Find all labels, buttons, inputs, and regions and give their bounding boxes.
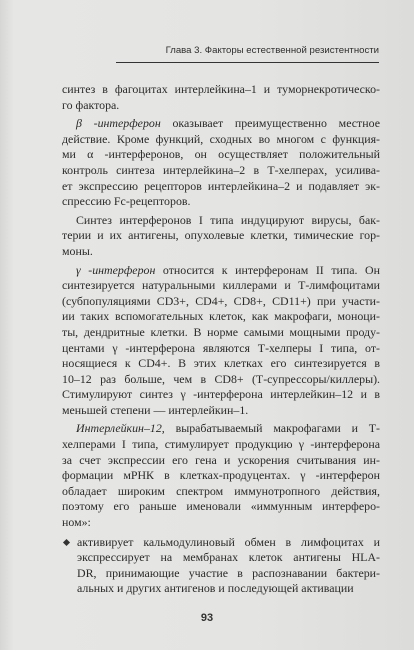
text-line: го фактора.: [62, 97, 120, 112]
text-line: экспрессирует на мембранах клеток антигены HLA-: [77, 550, 380, 565]
text-line: хелперами I типа, стимулирует продукцию γ -интерферона: [62, 437, 380, 452]
term-interleukin-12: Интерлейкин–12,: [76, 421, 165, 436]
text-line: спрессию Fc-рецепторов.: [62, 194, 191, 209]
text-line: активирует кальмодулиновый обмен в лимфоцитах и: [77, 534, 380, 549]
text-line: (субпопуляциями CD3+, CD4+, CD8+, CD11+) при участи-: [62, 293, 380, 308]
bullet-list-item: [62, 535, 380, 597]
text-line: меньшей степени — интерлейкин–1.: [62, 402, 249, 417]
text-line: терии и их антигены, опухолевые клетки, тимические гор-: [62, 228, 380, 243]
text-fragment: оказывает преимущественно местное: [160, 116, 380, 131]
text-line: альных и других антигенов и последующей активации: [77, 581, 354, 596]
text-line: синтезируется натуральными киллерами и Т-лимфоцитами: [62, 278, 380, 293]
header-rule: [116, 62, 379, 63]
page-number: 93: [200, 612, 214, 624]
text-line: ми α -интерферонов, он осуществляет положительный: [62, 147, 380, 162]
text-line: Синтез интерферонов I типа индуцируют вирусы, бак-: [76, 212, 380, 227]
text-line: 10–12 раз больше, чем в CD8+ (Т-супрессоры/киллеры).: [62, 371, 380, 386]
term-beta-interferon: β -интерферон: [76, 116, 161, 131]
paragraph-type-i-synthesis: [62, 213, 380, 260]
paragraph-gamma-interferon: [62, 263, 380, 419]
text-fragment: вырабатываемый макрофагами и Т-: [164, 421, 380, 436]
text-line: ном»:: [62, 515, 91, 530]
text-line: формации мРНК в клетках-продуцентах. γ -интерферон: [62, 468, 380, 483]
text-line: DR, принимающие участие в распознавании бактери-: [77, 565, 380, 580]
text-fragment: относится к интерферонам II типа. Он: [155, 262, 380, 277]
text-line: ты, дендритные клетки. В норме самыми мощными проду-: [62, 324, 380, 339]
text-line: ии таких вспомогательных клеток, как макрофаги, моноци-: [62, 309, 380, 324]
running-head: Глава 3. Факторы естественной резистентности: [165, 45, 379, 56]
paragraph-interleukin-12: [62, 421, 380, 530]
text-line: Стимулируют синтез γ -интерферона интерлейкин–12 и в: [62, 387, 380, 402]
page-body: [62, 82, 380, 597]
text-line: за счет экспрессии его гена и ускорения считывания ин-: [62, 452, 380, 467]
text-line: [62, 421, 380, 437]
text-line: [62, 263, 380, 279]
text-line: [62, 116, 380, 132]
text-line: ет экспрессию рецепторов интерлейкина–2 и подавляет эк-: [62, 178, 380, 193]
term-gamma-interferon: γ -интерферон: [76, 262, 156, 277]
text-line: действие. Кроме функций, сходных во многом с функция-: [62, 131, 380, 146]
paragraph-continuation: [62, 82, 380, 113]
text-line: контроль синтеза интерлейкина–2 в Т-хелперах, усилива-: [62, 162, 380, 177]
paragraph-beta-interferon: [62, 116, 380, 210]
diamond-bullet-icon: [63, 539, 70, 546]
text-line: синтез в фагоцитах интерлейкина–1 и туморнекротическо-: [62, 82, 380, 96]
text-line: поэтому его раньше именовали «иммунным интерферо-: [62, 499, 380, 514]
text-line: обладает широким спектром иммунотропного действия,: [62, 483, 380, 498]
text-line: моны.: [62, 243, 93, 258]
text-line: носящиеся к CD4+. В этих клетках его синтезируется в: [62, 356, 380, 371]
text-line: центами γ -интерферона являются Т-хелперы I типа, от-: [62, 340, 380, 355]
